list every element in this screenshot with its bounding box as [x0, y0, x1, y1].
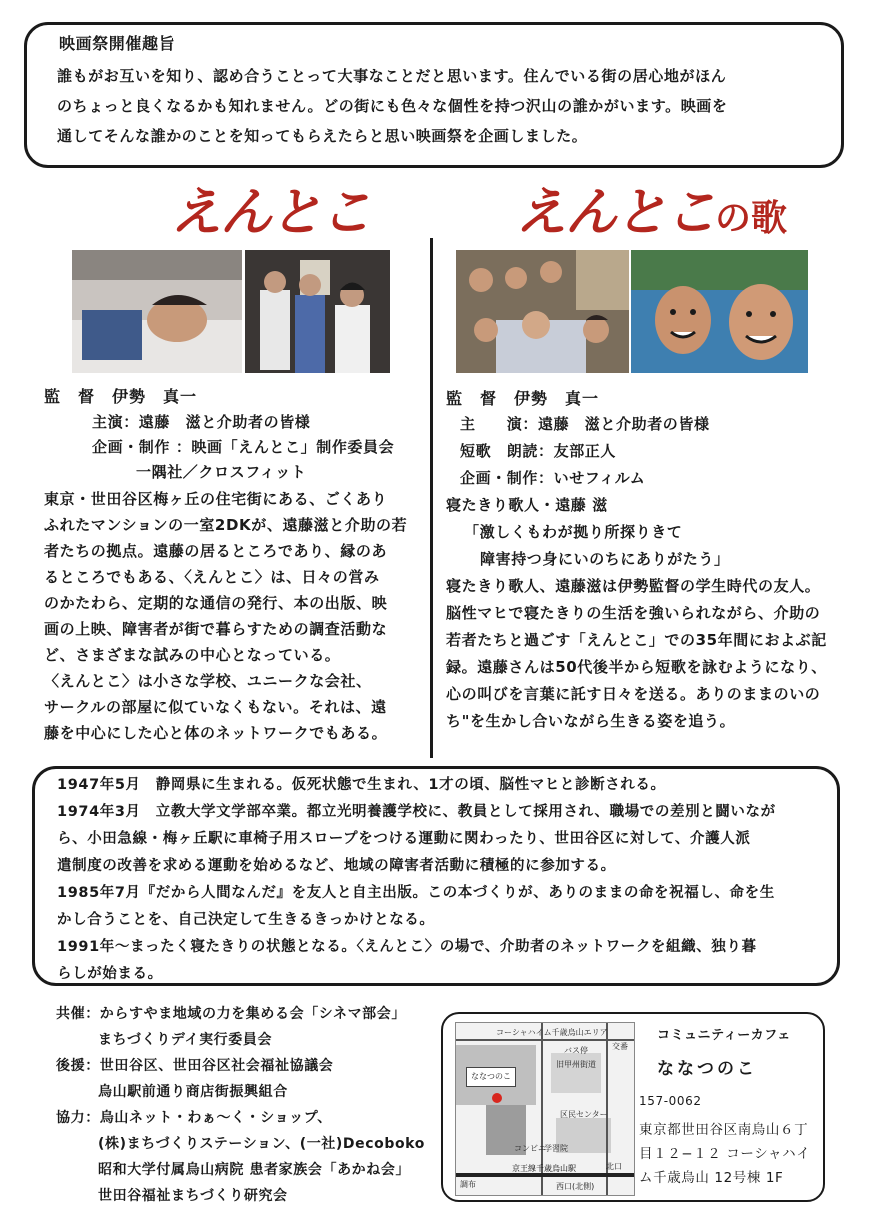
bio-line: らしが始まる。 — [57, 966, 163, 982]
film2-poem-line: 「激しくもわが拠り所探りきて — [464, 523, 683, 541]
film2-photo-group — [456, 250, 629, 373]
film1-credit: 企画・制作 ：映画「えんとこ」制作委員会 — [92, 438, 395, 456]
venue-box — [441, 1012, 825, 1202]
film1-photo-group — [245, 250, 390, 373]
venue-label: コミュニティーカフェ — [657, 1028, 791, 1043]
film2-body-line: 寝たきり歌人、遠藤滋は伊勢監督の学生時代の友人。 — [446, 577, 821, 595]
map-label: 交番 — [612, 1042, 628, 1051]
bio-line: ら、小田急線・梅ヶ丘駅に車椅子用スロープをつける運動に関わったり、世田谷区に対して、介護人派 — [57, 831, 751, 847]
map-label: コンビニ — [514, 1144, 546, 1153]
film2-credit: 短歌 朗読：友部正人 — [460, 442, 617, 460]
film2-body-line: 若者たちと過ごす「えんとこ」での35年間におよぶ記 — [446, 631, 827, 649]
film2-director: 監 督 伊勢 真一 — [446, 389, 600, 408]
bio-box — [32, 766, 840, 986]
bio-line: かし合うことを、自己決定して生きるきっかけとなる。 — [57, 912, 435, 928]
film2-photo-sea — [631, 250, 808, 373]
film2-logo-wrap — [515, 170, 787, 245]
film1-body-line: 画の上映、障害者が街で暮らすための調査活動な — [44, 620, 388, 638]
bio-line: 1974年3月 立教大学文学部卒業。都立光明養護学校に、教員として採用され、職場での差別と闘いなが — [57, 804, 776, 820]
map-cafe-sign: ななつのこ — [466, 1067, 516, 1087]
film1-body-line: のかたわら、定期的な通信の発行、本の出版、映 — [44, 594, 388, 612]
purpose-line: 通してそんな誰かのことを知ってもらえたらと思い映画祭を企画しました。 — [57, 127, 588, 145]
film2-credit: 企画・制作：いせフィルム — [460, 469, 646, 487]
film2-logo: えんとこ — [515, 182, 716, 243]
venue-map — [455, 1022, 635, 1196]
map-label: コーシャハイム千歳烏山エリア — [496, 1028, 608, 1037]
film1-director: 監 督 伊勢 真一 — [44, 387, 198, 406]
film1-credit: 主演：遠藤 滋と介助者の皆様 — [92, 413, 311, 431]
film1-body-line: るところでもある、〈えんとこ〉は、日々の営み — [44, 568, 380, 586]
film1-body-line: ふれたマンションの一室2DKが、遠藤滋と介助の若 — [44, 516, 408, 534]
film2-body-line: ち"を生かし合いながら生きる姿を追う。 — [446, 712, 736, 730]
cafe-marker-icon — [492, 1093, 502, 1103]
film2-poem-line: 障害持つ身にいのちにありがたう」 — [480, 550, 730, 568]
bio-line: 1947年5月 静岡県に生まれる。仮死状態で生まれ、1才の頃、脳性マヒと診断される。 — [57, 777, 666, 793]
venue-name: ななつのこ — [657, 1059, 757, 1079]
purpose-heading: 映画祭開催趣旨 — [59, 34, 176, 53]
organizer-line: 共催：からすやま地域の力を集める会「シネマ部会」 — [56, 1006, 406, 1022]
film1-body-line: サークルの部屋に似ていなくもない。それは、遠 — [44, 698, 387, 716]
purpose-line: 誰もがお互いを知り、認め合うことって大事なことだと思います。住んでいる街の居心地がほん — [57, 67, 727, 85]
purpose-line: のちょっと良くなるかも知れません。どの街にも色々な個性を持つ沢山の誰かがいます。映画を — [57, 97, 728, 115]
bio-line: 1985年7月『だから人間なんだ』を友人と自主出版。この本づくりが、ありのままの命を祝福し、命を生 — [57, 885, 775, 901]
organizer-line: 世田谷福祉まちづくり研究会 — [98, 1188, 288, 1204]
film1-body-line: 藤を中心にした心と体のネットワークでもある。 — [44, 724, 388, 742]
venue-address: ム千歳烏山 12号棟 1F — [639, 1170, 784, 1186]
organizer-line: 協力：烏山ネット・わぁ～く・ショップ、 — [56, 1110, 332, 1126]
film1-body-line: 者たちの拠点。遠藤の居るところであり、縁のあ — [44, 542, 388, 560]
film1-body-line: ど、さまざまな試みの中心となっている。 — [44, 646, 341, 664]
map-label: 北口 — [606, 1162, 622, 1171]
film2-body-line: 脳性マヒで寝たきりの生活を強いられながら、介助の — [446, 604, 821, 622]
map-label: 学習院 — [544, 1144, 568, 1153]
film1-credit: 一隅社／クロスフィット — [136, 463, 307, 481]
film1-body-line: 〈えんとこ〉は小さな学校、ユニークな会社、 — [44, 672, 372, 690]
map-label: バス停 — [564, 1046, 588, 1055]
organizer-line: 後援：世田谷区、世田谷区社会福祉協議会 — [56, 1058, 334, 1074]
map-label: 調布 — [460, 1180, 476, 1189]
film2-credit: 主 演：遠藤 滋と介助者の皆様 — [460, 415, 710, 433]
map-label: 旧甲州街道 — [556, 1060, 596, 1069]
organizer-line: まちづくりデイ実行委員会 — [98, 1032, 273, 1048]
organizer-line: (株)まちづくりステーション、(一社)Decoboko — [98, 1136, 425, 1152]
bio-line: 1991年～まったく寝たきりの状態となる。〈えんとこ〉の場で、介助者のネットワークを組織、独り暮 — [57, 939, 757, 955]
film2-logo-suffix: の歌 — [715, 197, 788, 239]
film1-photo-bed — [72, 250, 242, 373]
film1-logo: えんとこ — [170, 182, 371, 243]
venue-address: 東京都世田谷区南烏山６丁 — [639, 1122, 809, 1138]
map-label: 区民センター — [560, 1110, 608, 1119]
column-divider — [430, 238, 433, 758]
film2-poet-label: 寝たきり歌人・遠藤 滋 — [446, 496, 608, 514]
venue-address: 目１２−１２ コーシャハイ — [639, 1146, 811, 1162]
map-label: 京王線千歳烏山駅 — [512, 1164, 576, 1173]
organizer-line: 昭和大学付属烏山病院 患者家族会「あかね会」 — [98, 1162, 411, 1178]
film1-body-line: 東京・世田谷区梅ヶ丘の住宅街にある、ごくあり — [44, 490, 388, 508]
map-label: 西口(北側) — [556, 1182, 595, 1191]
film2-body-line: 心の叫びを言葉に託す日々を送る。ありのままのいの — [446, 685, 821, 703]
venue-postal: 157-0062 — [639, 1094, 702, 1108]
organizer-line: 烏山駅前通り商店街振興組合 — [98, 1084, 288, 1100]
bio-line: 遣制度の改善を求める運動を始めるなど、地域の障害者活動に積極的に参加する。 — [57, 858, 616, 874]
film2-body-line: 録。遠藤さんは50代後半から短歌を詠むようになり、 — [446, 658, 827, 676]
purpose-box — [24, 22, 844, 168]
